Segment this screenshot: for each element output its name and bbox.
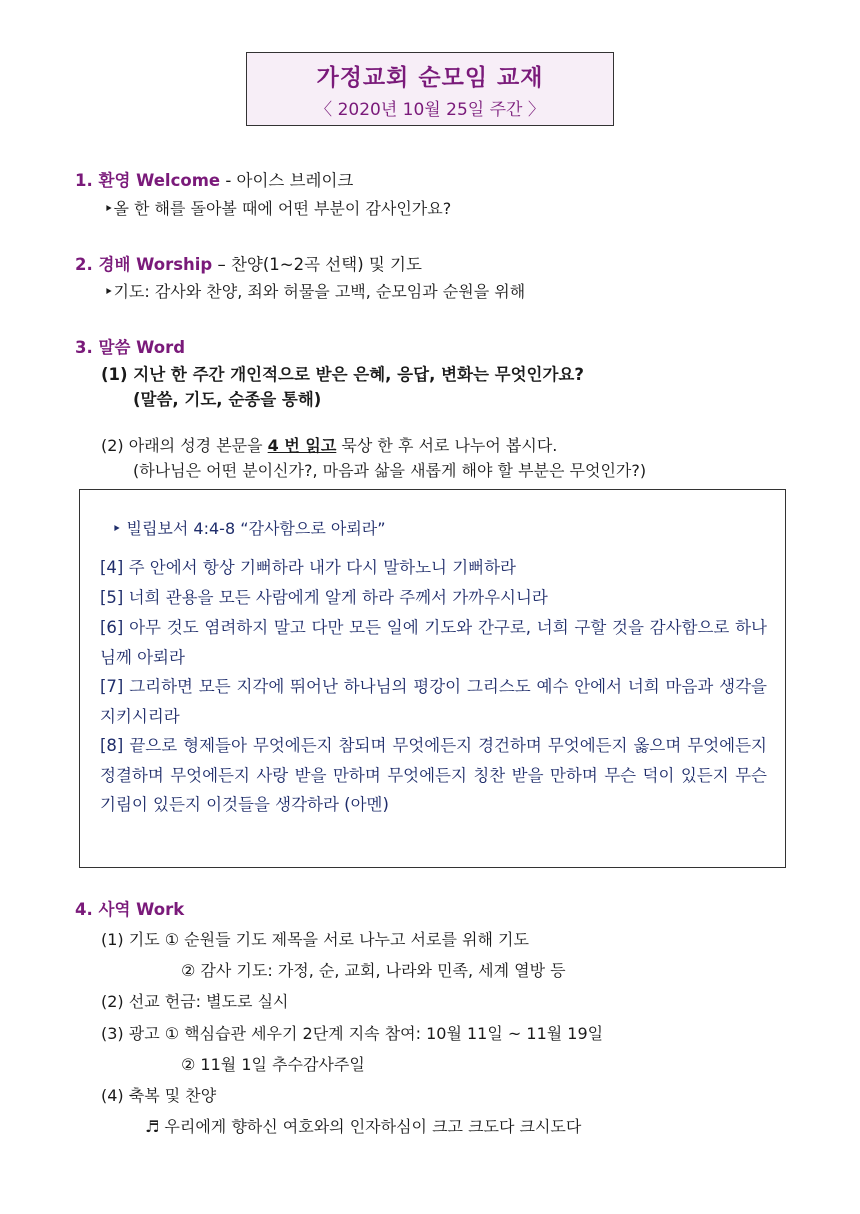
scripture-box — [79, 489, 786, 868]
page-title: 가정교회 순모임 교재 — [316, 65, 544, 91]
section-work-keyword: 사역 Work — [98, 900, 185, 919]
verse-8: [8] 끝으로 형제들아 무엇에든지 참되며 무엇에든지 경건하며 무엇에든지 옳으며 무엇에든지 정결하며 무엇에든지 사랑 받을 만하며 무엇에든지 칭찬 받을 만하며 무슨 덕이 있든지 무슨 기림이 있든지 이것들을 생각하라 (아멘) — [100, 736, 767, 814]
section-welcome-keyword: 환영 Welcome — [98, 171, 221, 190]
word-question-2: (2) 아래의 성경 본문을 4 번 읽고 묵상 한 후 서로 나누어 봅시다. — [101, 436, 558, 455]
scripture-title: ‣ 빌립보서 4:4-8 “감사함으로 아뢰라” — [112, 519, 386, 538]
section-word — [75, 334, 185, 358]
verse-7: [7] 그리하면 모든 지각에 뛰어난 하나님의 평강이 그리스도 예수 안에서 너희 마음과 생각을 지키시리라 — [100, 677, 767, 726]
title-box — [246, 52, 614, 126]
welcome-question: ‣올 한 해를 돌아볼 때에 어떤 부분이 감사인가요? — [104, 199, 452, 218]
section-worship-keyword: 경배 Worship — [98, 255, 213, 274]
work-offering: (2) 선교 헌금: 별도로 실시 — [101, 992, 289, 1011]
work-prayer-2: ② 감사 기도: 가정, 순, 교회, 나라와 민족, 세계 열방 등 — [181, 961, 566, 980]
section-work-heading: 4. 사역 Work — [75, 900, 185, 919]
word-question-1: (1) 지난 한 주간 개인적으로 받은 은혜, 응답, 변화는 무엇인가요? — [101, 365, 584, 384]
page-subtitle: 〈 2020년 10월 25일 주간 〉 — [315, 100, 545, 120]
word-question-2-note: (하나님은 어떤 분이신가?, 마음과 삶을 새롭게 해야 할 부분은 무엇인가?) — [133, 461, 647, 480]
section-welcome — [75, 167, 353, 191]
work-announcement-1: (3) 광고 ① 핵심습관 세우기 2단계 지속 참여: 10월 11일 ~ 11월 19일 — [101, 1024, 604, 1043]
section-welcome-heading: 1. 환영 Welcome - 아이스 브레이크 — [75, 171, 354, 190]
verse-4: [4] 주 안에서 항상 기뻐하라 내가 다시 말하노니 기뻐하라 — [100, 558, 516, 577]
word-question-1-note: (말씀, 기도, 순종을 통해) — [133, 390, 322, 409]
read-four-times: 4 번 읽고 — [267, 436, 337, 455]
section-word-keyword: 말씀 Word — [98, 338, 186, 357]
worship-prayer: ‣기도: 감사와 찬양, 죄와 허물을 고백, 순모임과 순원을 위해 — [104, 282, 526, 301]
section-worship — [75, 251, 422, 275]
section-word-heading: 3. 말씀 Word — [75, 338, 186, 357]
work-song: ♬ 우리에게 향하신 여호와의 인자하심이 크고 크도다 크시도다 — [145, 1117, 582, 1136]
work-announcement-2: ② 11월 1일 추수감사주일 — [181, 1055, 365, 1074]
verse-5: [5] 너희 관용을 모든 사람에게 알게 하라 주께서 가까우시니라 — [100, 588, 548, 607]
section-work — [75, 896, 184, 920]
verse-6: [6] 아무 것도 염려하지 말고 다만 모든 일에 기도와 간구로, 너희 구할 것을 감사함으로 하나님께 아뢰라 — [100, 618, 767, 667]
section-worship-heading: 2. 경배 Worship – 찬양(1~2곡 선택) 및 기도 — [75, 255, 422, 274]
work-prayer-1: (1) 기도 ① 순원들 기도 제목을 서로 나누고 서로를 위해 기도 — [101, 930, 529, 949]
work-blessing: (4) 축복 및 찬양 — [101, 1086, 217, 1105]
